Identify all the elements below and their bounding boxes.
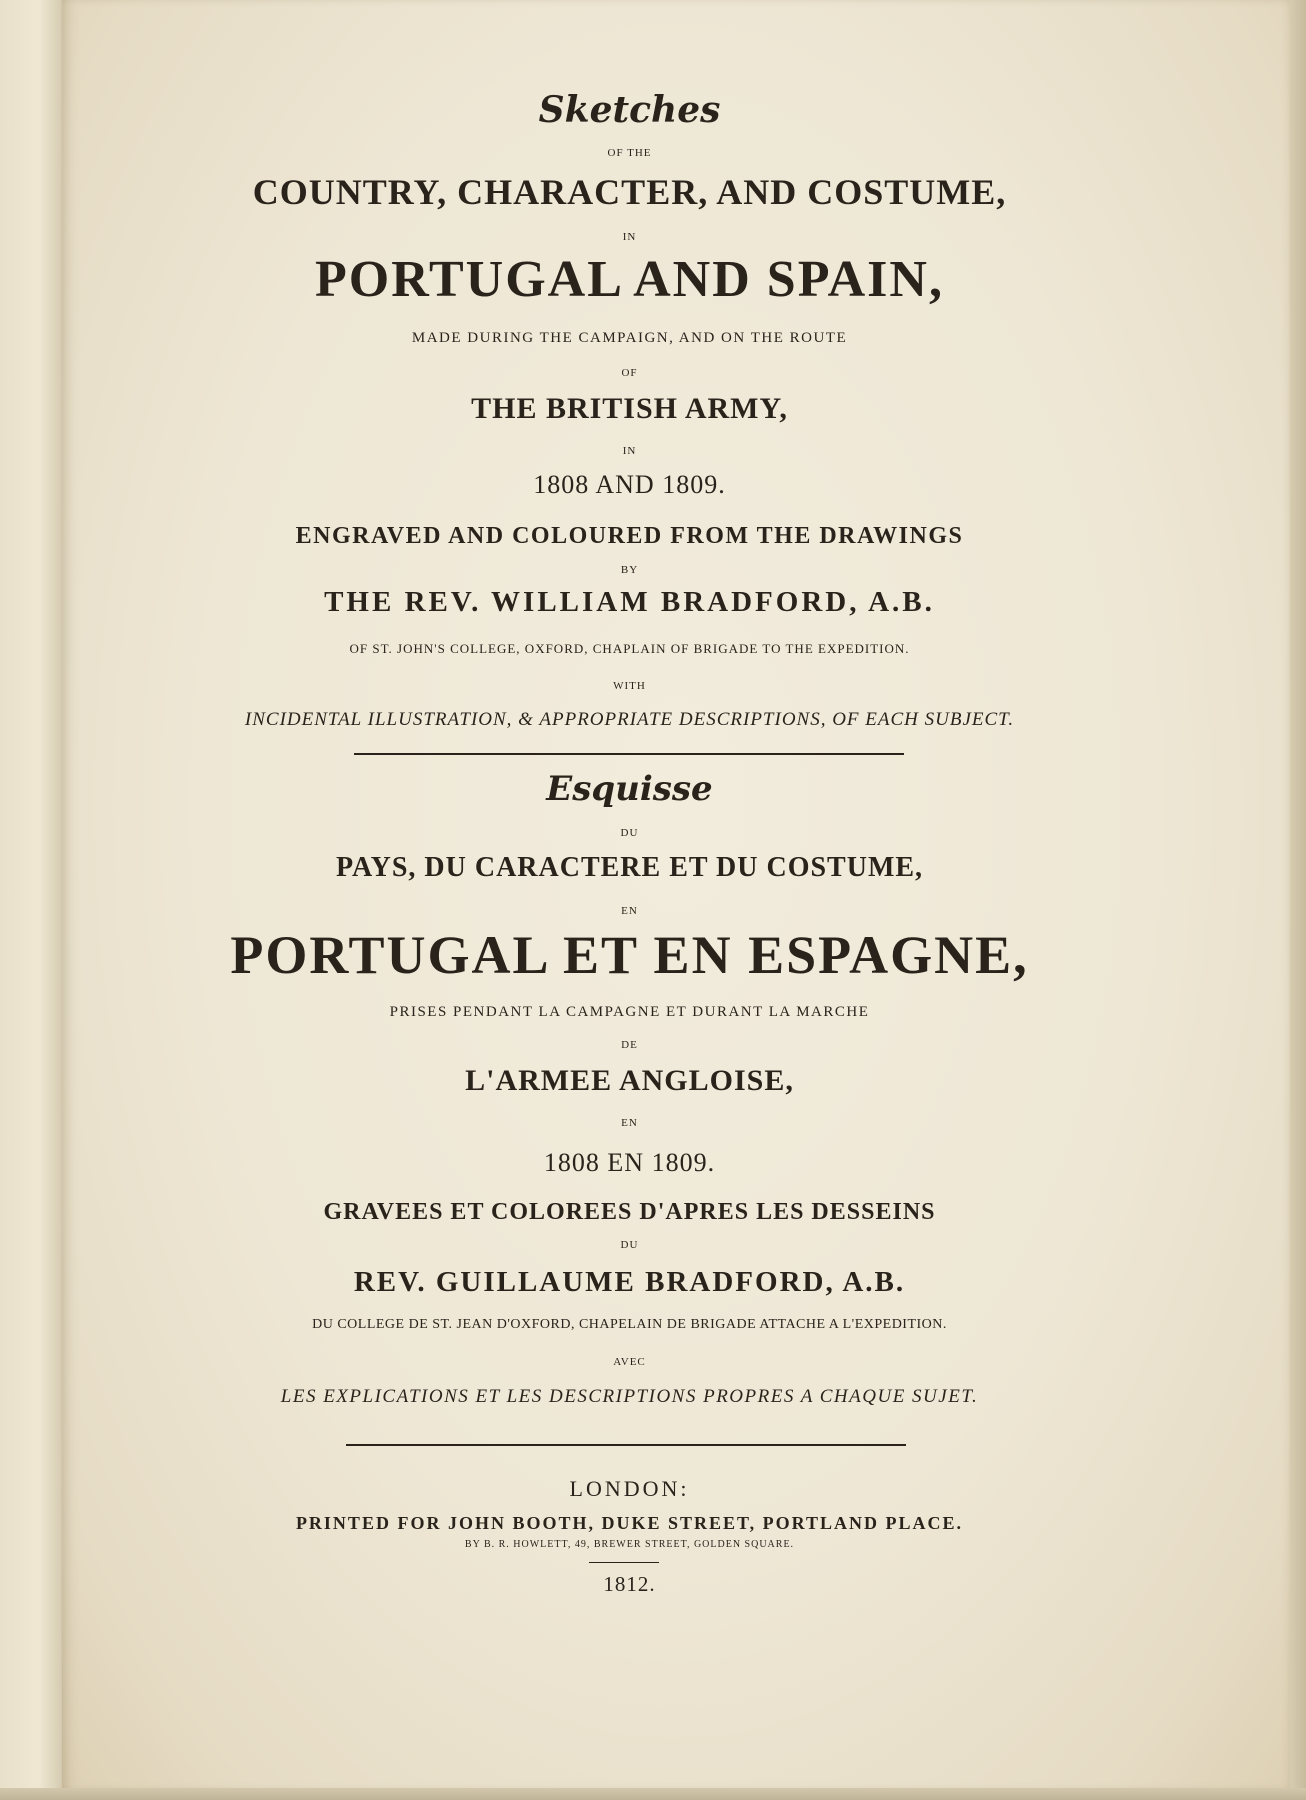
french-college: DU COLLEGE DE ST. JEAN D'OXFORD, CHAPELAIN DE BRIGADE ATTACHE A L'EXPEDITION. [312,1317,947,1332]
imprint-short-rule [589,1562,659,1563]
english-title-gothic: Sketches [538,89,721,131]
english-with: WITH [613,680,646,692]
english-incidental: INCIDENTAL ILLUSTRATION, & APPROPRIATE DESCRIPTIONS, OF EACH SUBJECT. [244,709,1015,730]
english-subject: COUNTRY, CHARACTER, AND COSTUME, [252,172,1007,212]
french-years: 1808 EN 1809. [543,1148,716,1177]
page-edge-right [1290,0,1306,1800]
imprint-printed-for: PRINTED FOR JOHN BOOTH, DUKE STREET, PORTLAND PLACE. [295,1513,964,1533]
french-de: DE [621,1039,638,1051]
english-in-2: IN [622,445,637,457]
english-by: BY [620,564,639,576]
french-avec: AVEC [613,1356,646,1368]
english-years: 1808 AND 1809. [533,470,726,499]
french-author: REV. GUILLAUME BRADFORD, A.B. [353,1266,906,1298]
english-of: OF [621,367,638,379]
french-title-gothic: Esquisse [546,769,713,809]
french-place: PORTUGAL ET EN ESPAGNE, [230,925,1029,985]
imprint-divider-rule [346,1444,906,1446]
french-subject: PAYS, DU CARACTERE ET DU COSTUME, [335,852,924,883]
title-page-text [62,0,1197,1790]
english-army: THE BRITISH ARMY, [471,392,788,425]
english-place: PORTUGAL AND SPAIN, [315,251,944,308]
imprint-year: 1812. [603,1572,656,1596]
french-en-1: EN [621,905,638,917]
english-in-1: IN [622,231,637,243]
english-author: THE REV. WILLIAM BRADFORD, A.B. [324,586,935,618]
imprint-printer: BY B. R. HOWLETT, 49, BREWER STREET, GOLDEN SQUARE. [464,1539,795,1550]
french-du-1: DU [620,827,639,839]
french-prises: PRISES PENDANT LA CAMPAGNE ET DURANT LA MARCHE [389,1004,870,1020]
section-divider-rule [354,753,904,755]
facing-blank-leaf [0,0,70,1800]
french-gravees: GRAVEES ET COLOREES D'APRES LES DESSEINS [323,1199,936,1225]
french-du-2: DU [620,1239,639,1251]
english-college: OF ST. JOHN'S COLLEGE, OXFORD, CHAPLAIN OF BRIGADE TO THE EXPEDITION. [349,641,910,656]
french-army: L'ARMEE ANGLOISE, [465,1064,794,1097]
french-en-2: EN [621,1117,638,1129]
english-of-the: OF THE [607,147,652,159]
english-made-during: MADE DURING THE CAMPAIGN, AND ON THE ROUTE [411,330,848,346]
imprint-city: LONDON: [569,1476,690,1501]
english-engraved: ENGRAVED AND COLOURED FROM THE DRAWINGS [295,523,964,549]
french-explications: LES EXPLICATIONS ET LES DESCRIPTIONS PROPRES A CHAQUE SUJET. [280,1386,979,1407]
